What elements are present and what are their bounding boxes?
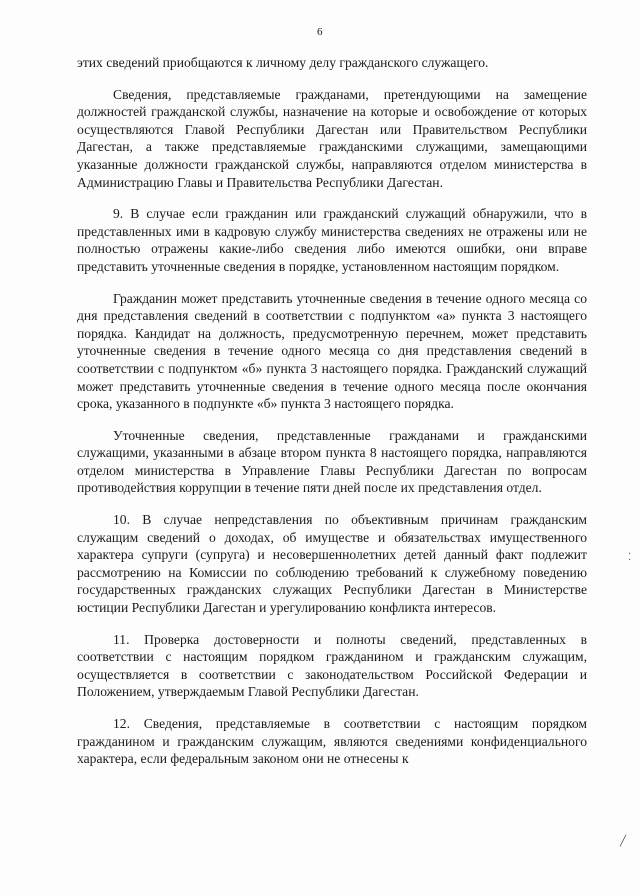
document-body bbox=[77, 54, 587, 768]
scan-speck: ⁚ bbox=[628, 552, 632, 563]
paragraph-clause-10: 10. В случае непредставления по объективным причинам гражданским служащим сведений о доходах, об имуществе и обязательствах имущественного характера супруги (супруга) и несовершеннолетних детей данный факт подлежит рассмотрению на Комиссии по соблюдению требований к служебному поведению государственных гражданских служащих Республики Дагестан в Министерстве юстиции Республики Дагестан и урегулированию конфликта интересов. bbox=[77, 512, 587, 616]
paragraph-clause-12: 12. Сведения, представляемые в соответствии с настоящим порядком гражданином и гражданским служащим, являются сведениями конфиденциального характера, если федеральным законом они не отнесены к bbox=[77, 716, 587, 767]
scan-speck: ╱ bbox=[620, 836, 627, 847]
paragraph-submission-to-administration: Сведения, представляемые гражданами, претендующими на замещение должностей гражданской службы, назначение на которые и освобождение от которых осуществляются Главой Республики Дагестан или Правительством Республики Дагестан, а также представляемые гражданскими служащими, замещающими указанные должности гражданской службы, направляются отделом министерства в Администрацию Главы и Правительства Республики Дагестан. bbox=[77, 86, 587, 190]
page-number: 6 bbox=[317, 26, 323, 38]
paragraph-clause-9: 9. В случае если гражданин или гражданский служащий обнаружили, что в представленных ими в кадровую службу министерства сведениях не отражены или не полностью отражены какие-либо сведения либо имеются ошибки, они вправе представить уточненные сведения в порядке, установленном настоящим порядком. bbox=[77, 206, 587, 274]
paragraph-continuation: этих сведений приобщаются к личному делу гражданского служащего. bbox=[77, 55, 489, 70]
paragraph-corrected-info-forwarding: Уточненные сведения, представленные гражданами и гражданскими служащими, указанными в абзаце втором пункта 8 настоящего порядка, направляются отделом министерства в Управление Главы Республики Дагестан по вопросам противодействия коррупции в течение пяти дней после их представления отдел. bbox=[77, 427, 587, 496]
paragraph-corrected-info-deadlines: Гражданин может представить уточненные сведения в течение одного месяца со дня представления сведений в соответствии с подпунктом «а» пункта 3 настоящего порядка. Кандидат на должность, предусмотренную перечнем, может представить уточненные сведения в течение одного месяца со дня представления сведений в соответствии с подпунктом «б» пункта 3 настоящего порядка. Гражданский служащий может представить уточненные сведения в течение одного месяца после окончания срока, указанного в подпункте «б» пункта 3 настоящего порядка. bbox=[77, 290, 587, 412]
paragraph-clause-11: 11. Проверка достоверности и полноты сведений, представленных в соответствии с настоящим порядком гражданином и гражданским служащим, осуществляется в соответствии с законодательством Российской Федерации и Положением, утверждаемым Главой Республики Дагестан. bbox=[77, 631, 587, 700]
